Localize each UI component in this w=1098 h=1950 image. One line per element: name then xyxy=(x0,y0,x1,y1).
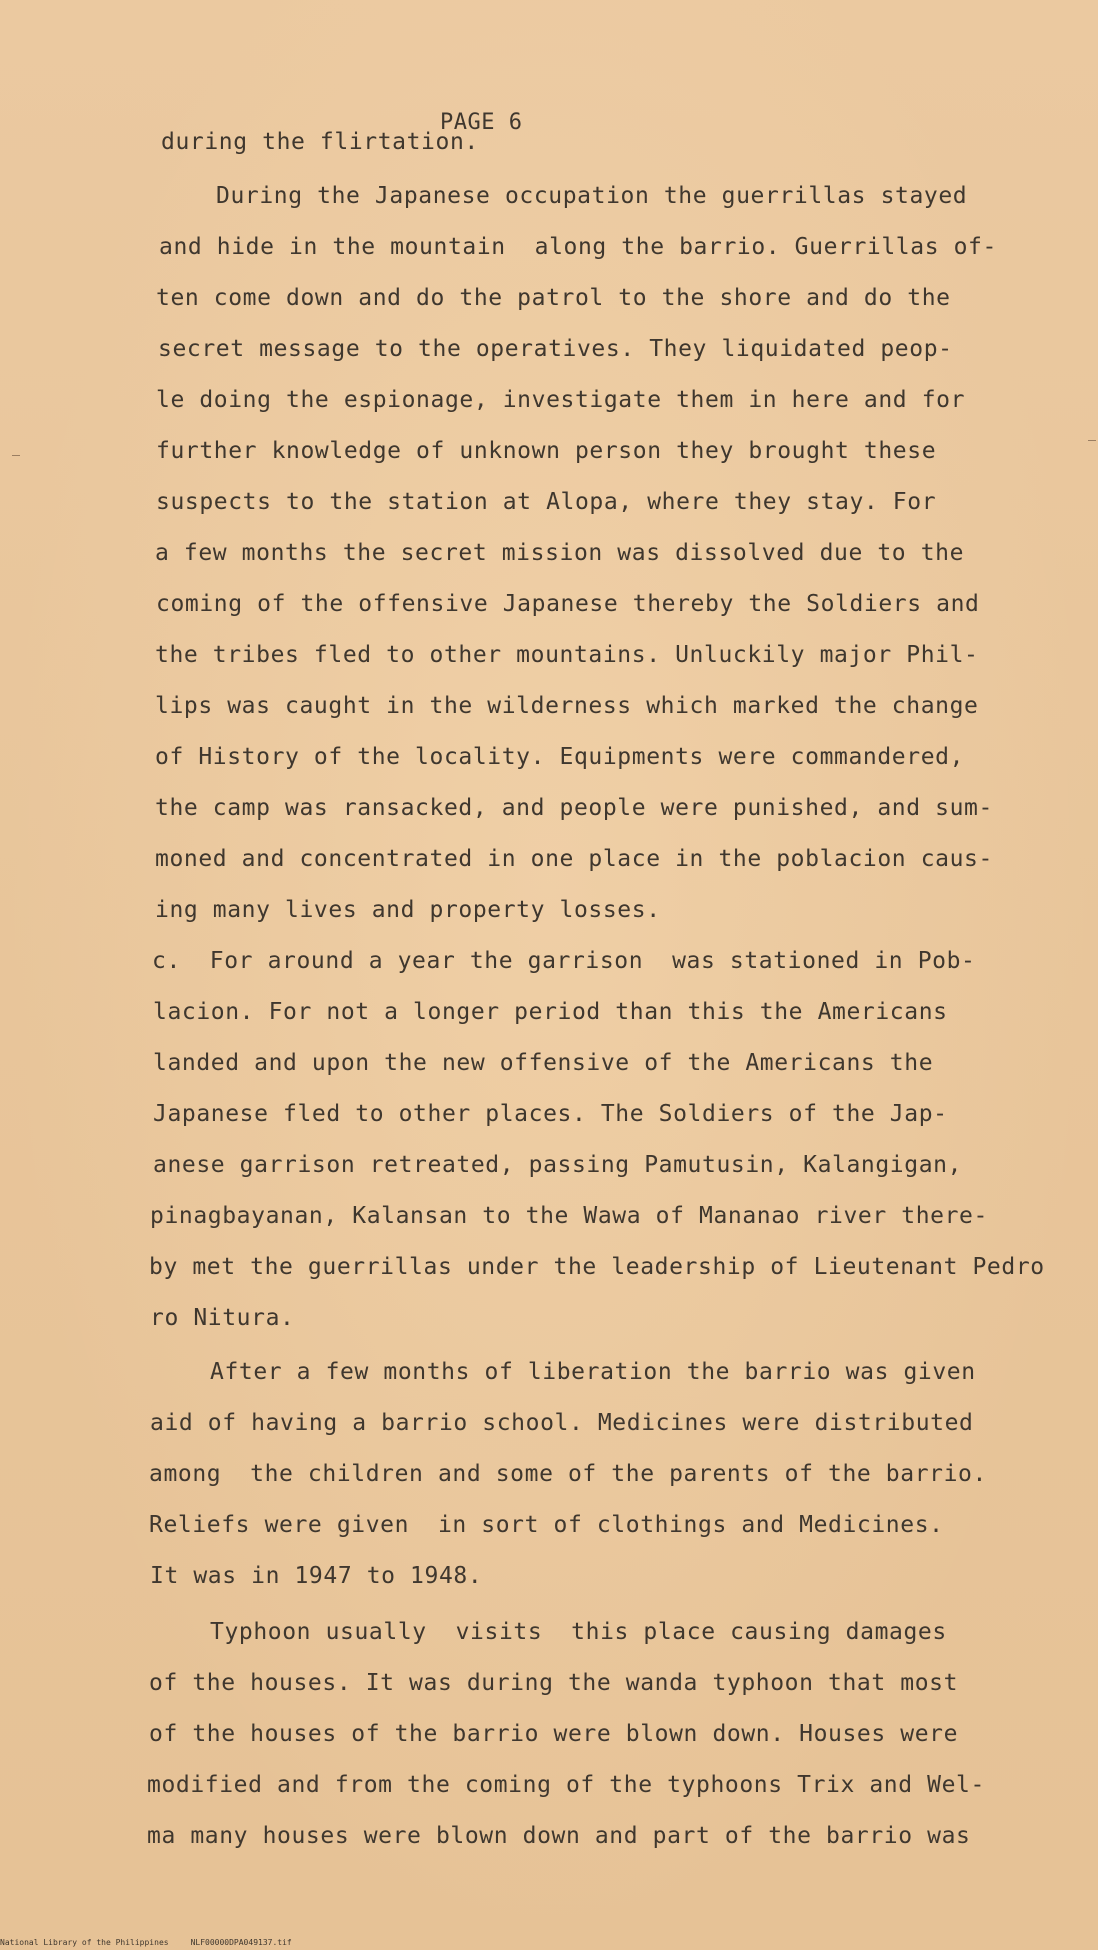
text-line: pinagbayanan, Kalansan to the Wawa of Mananao river there- xyxy=(150,1203,988,1229)
margin-mark xyxy=(1088,440,1096,441)
text-line: Typhoon usually visits this place causing damages xyxy=(210,1619,947,1645)
text-line: the tribes fled to other mountains. Unluckily major Phil- xyxy=(155,642,979,668)
scan-footer xyxy=(0,1938,292,1947)
text-line: Japanese fled to other places. The Soldiers of the Jap- xyxy=(153,1101,948,1127)
text-line: a few months the secret mission was dissolved due to the xyxy=(155,540,965,566)
margin-mark xyxy=(12,455,20,456)
text-line: After a few months of liberation the barrio was given xyxy=(210,1359,976,1385)
text-line: Reliefs were given in sort of clothings and Medicines. xyxy=(149,1512,944,1538)
text-line: of History of the locality. Equipments were commandered, xyxy=(155,744,965,770)
text-line: ing many lives and property losses. xyxy=(155,897,661,923)
text-line: le doing the espionage, investigate them in here and for xyxy=(156,387,966,413)
text-line: of the houses. It was during the wanda typhoon that most xyxy=(149,1670,959,1696)
text-line: secret message to the operatives. They liquidated peop- xyxy=(158,336,953,362)
footer-file-name: NLF00000DPA049137.tif xyxy=(190,1938,292,1947)
text-line: and hide in the mountain along the barrio. Guerrillas of- xyxy=(159,234,997,260)
text-line: coming of the offensive Japanese thereby the Soldiers and xyxy=(156,591,980,617)
page-header: PAGE 6 xyxy=(440,110,523,135)
text-line: further knowledge of unknown person they brought these xyxy=(156,438,937,464)
text-line: lacion. For not a longer period than this the Americans xyxy=(153,999,948,1025)
text-line: moned and concentrated in one place in the poblacion caus- xyxy=(155,846,993,872)
text-line: c. For around a year the garrison was stationed in Pob- xyxy=(152,948,976,974)
text-line: During the Japanese occupation the guerrillas stayed xyxy=(216,183,968,209)
text-line: the camp was ransacked, and people were punished, and sum- xyxy=(155,795,993,821)
text-line: among the children and some of the parents of the barrio. xyxy=(149,1461,987,1487)
footer-library: National Library of the Philippines xyxy=(0,1938,169,1947)
text-line: anese garrison retreated, passing Pamutusin, Kalangigan, xyxy=(153,1152,963,1178)
text-line: of the houses of the barrio were blown down. Houses were xyxy=(149,1721,959,1747)
text-line: aid of having a barrio school. Medicines were distributed xyxy=(150,1410,974,1436)
text-line: during the flirtation. xyxy=(161,129,479,155)
text-line: ma many houses were blown down and part of the barrio was xyxy=(147,1823,971,1849)
text-line: ro Nitura. xyxy=(150,1305,295,1331)
text-line: It was in 1947 to 1948. xyxy=(150,1563,483,1589)
text-line: lips was caught in the wilderness which marked the change xyxy=(155,693,979,719)
text-line: landed and upon the new offensive of the Americans the xyxy=(153,1050,934,1076)
text-line: by met the guerrillas under the leadership of Lieutenant Pedro xyxy=(149,1254,1045,1280)
text-line: suspects to the station at Alopa, where they stay. For xyxy=(156,489,937,515)
text-line: modified and from the coming of the typhoons Trix and Wel- xyxy=(147,1772,985,1798)
text-line: ten come down and do the patrol to the shore and do the xyxy=(156,285,951,311)
